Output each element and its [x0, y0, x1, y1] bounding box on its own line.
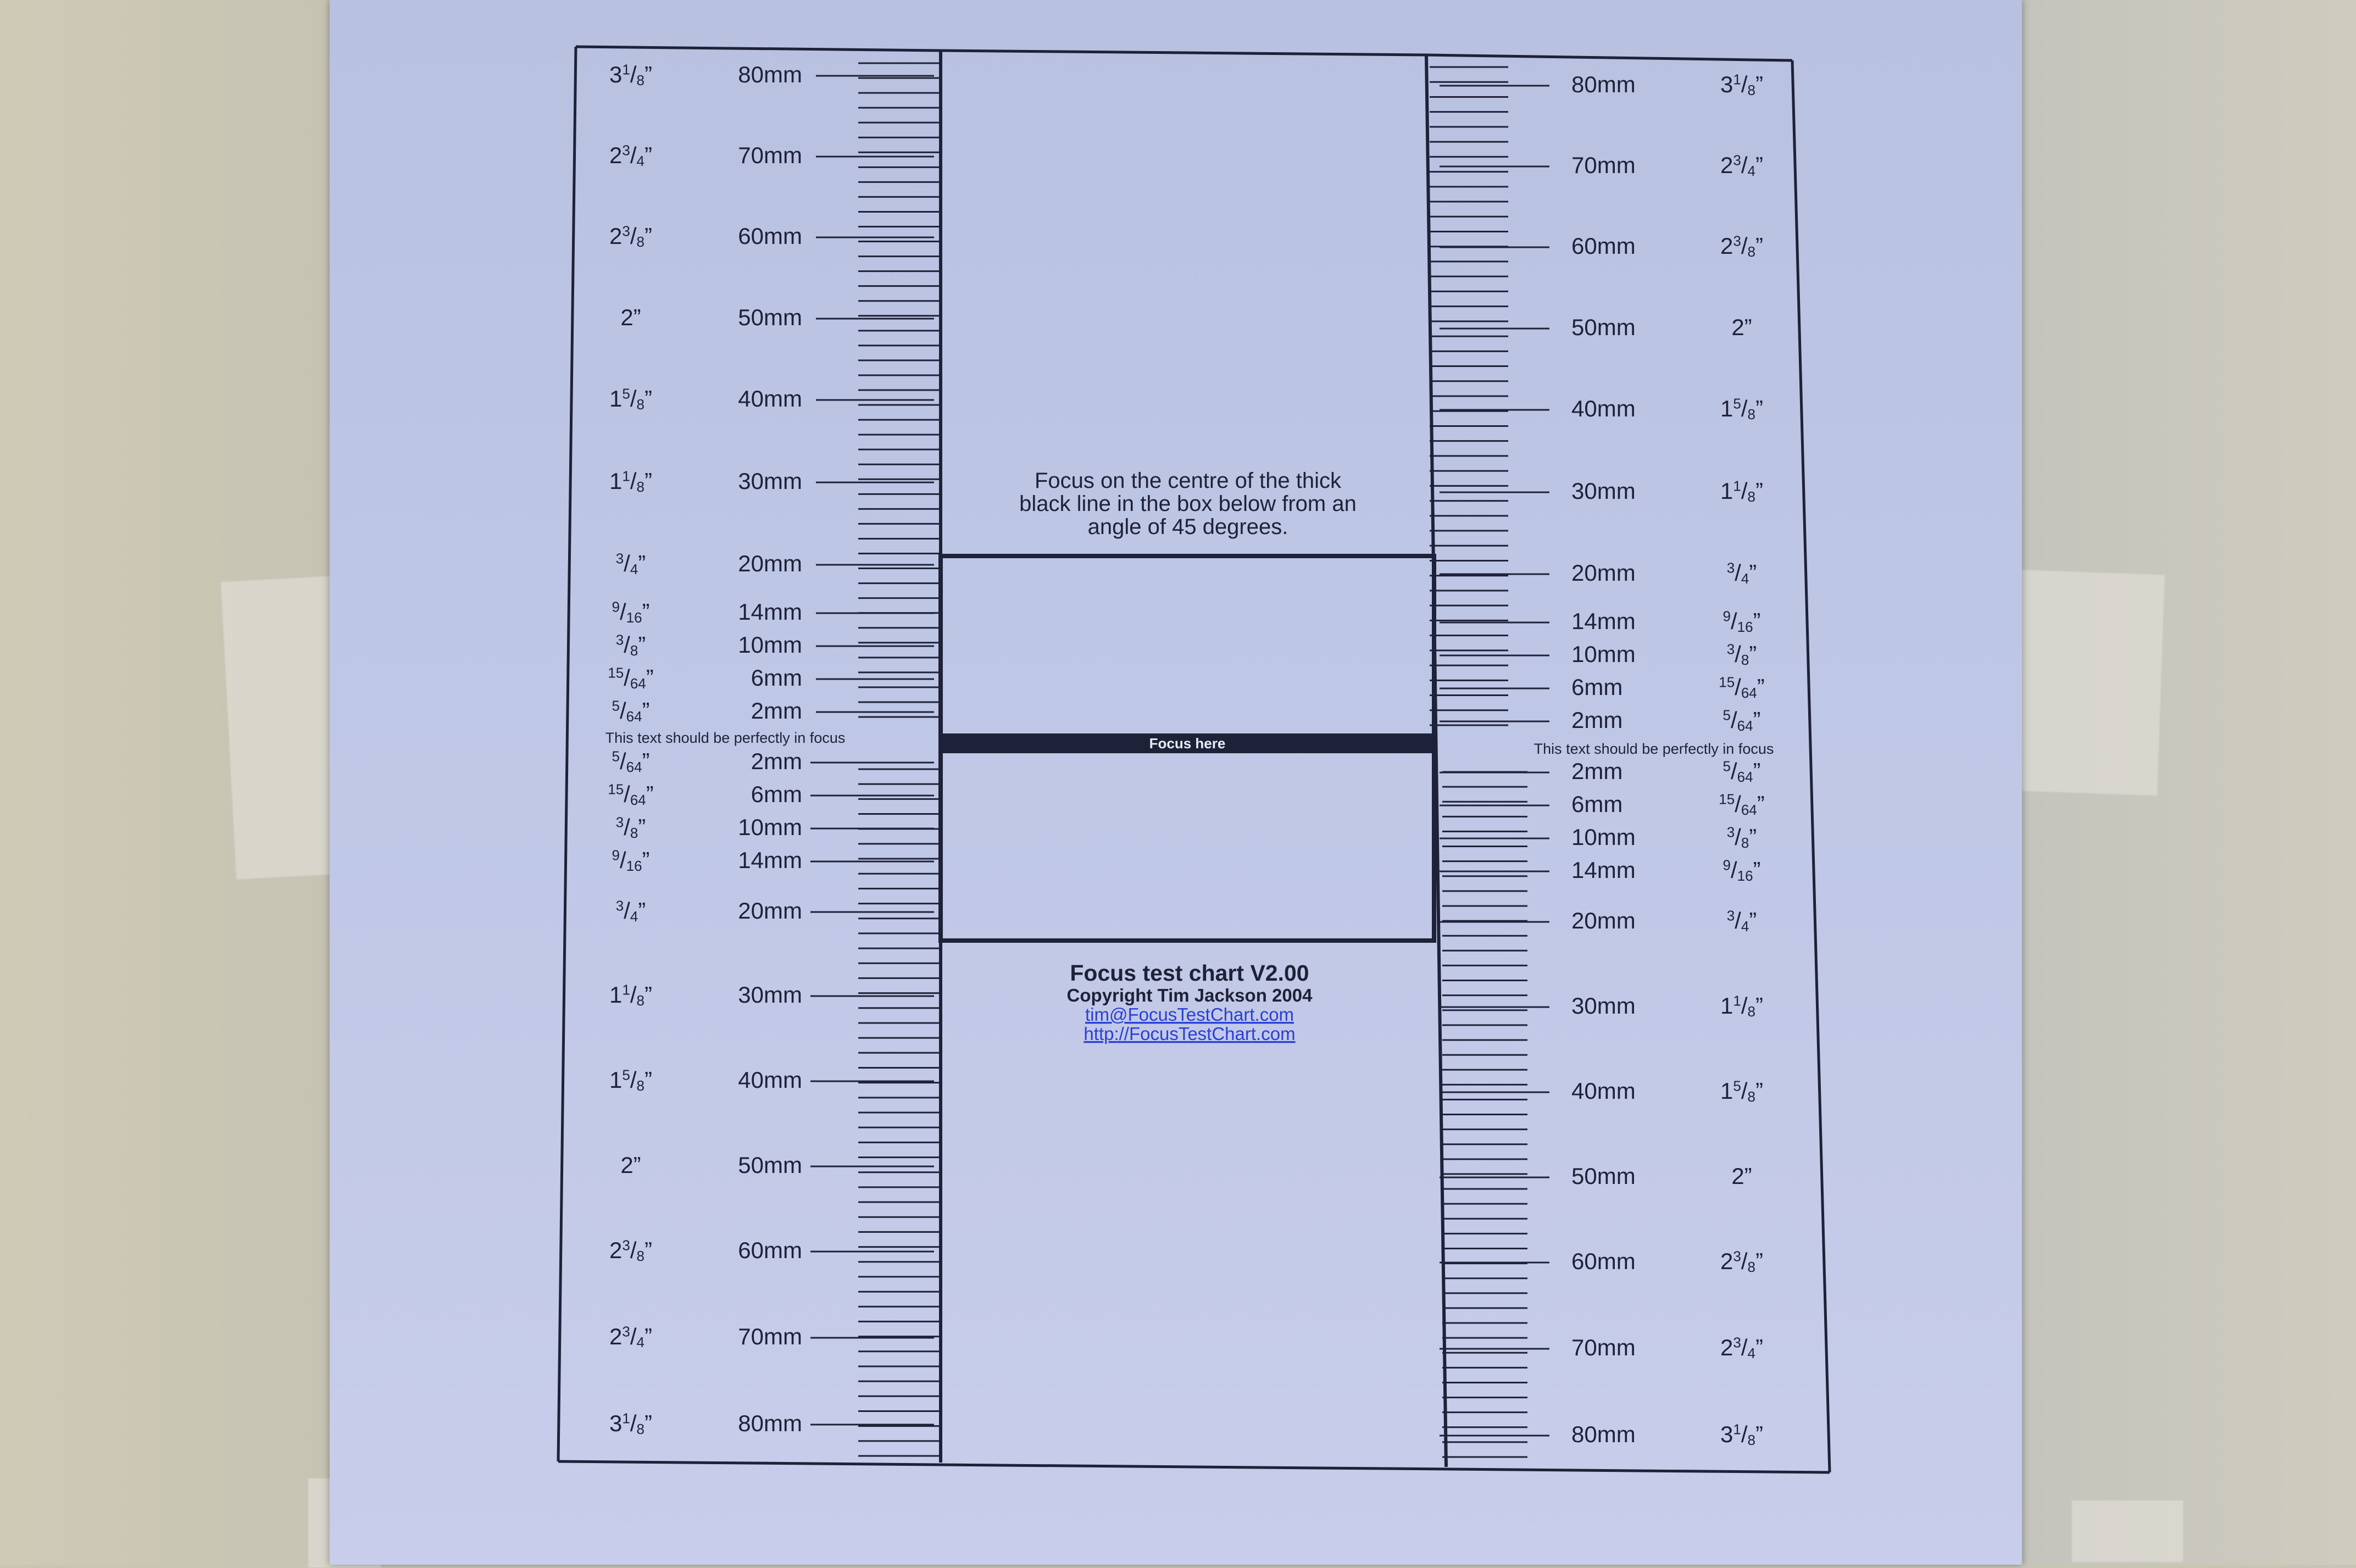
left-inch-label: $^3$/4”	[615, 550, 646, 578]
left-mm-label: 20mm	[738, 898, 802, 924]
left-mm-label: 60mm	[738, 1237, 802, 1263]
right-mm-label: 14mm	[1571, 857, 1636, 883]
chart-copyright: Copyright Tim Jackson 2004	[1066, 985, 1313, 1005]
left-mm-label: 2mm	[751, 748, 802, 774]
left-mm-label: 70mm	[738, 142, 802, 168]
right-mm-label: 6mm	[1571, 674, 1623, 700]
left-mm-label: 6mm	[751, 665, 802, 691]
right-inch-label: $1^1/8$”	[1720, 992, 1763, 1020]
left-inch-label: $^9$/16”	[612, 598, 650, 626]
right-inch-label: $3^1/8$”	[1720, 1421, 1763, 1449]
right-mm-label: 50mm	[1571, 1163, 1636, 1189]
right-mm-label: 2mm	[1571, 707, 1623, 733]
left-mm-label: 14mm	[738, 599, 802, 625]
left-inch-label: $3^1/8$”	[609, 61, 652, 89]
instruction-line: angle of 45 degrees.	[1087, 515, 1288, 539]
left-inch-label: $1^1/8$”	[609, 981, 652, 1009]
right-mm-label: 80mm	[1571, 71, 1636, 97]
right-inch-label: $1^1/8$”	[1720, 477, 1763, 505]
right-mm-label: 2mm	[1571, 758, 1623, 784]
right-mm-label: 14mm	[1571, 608, 1636, 634]
right-mm-label: 60mm	[1571, 233, 1636, 259]
left-inch-label: $1^5/8$”	[609, 385, 652, 413]
left-mm-label: 14mm	[738, 847, 802, 873]
right-inch-label: $^3$/8”	[1726, 824, 1757, 852]
left-mm-label: 40mm	[738, 1067, 802, 1093]
right-mm-label: 70mm	[1571, 152, 1636, 178]
right-inch-label: 2”	[1731, 314, 1752, 340]
left-mm-label: 60mm	[738, 223, 802, 249]
right-inch-label: $^9$/16”	[1722, 857, 1761, 885]
focus-here-label: Focus here	[1149, 735, 1226, 752]
right-inch-label: $^3$/4”	[1726, 559, 1757, 587]
left-mm-label: 40mm	[738, 386, 802, 412]
frame-top-middle	[941, 51, 1426, 55]
right-lower-ticks	[1442, 772, 1527, 1457]
chart-title: Focus test chart V2.00	[1070, 960, 1309, 986]
right-mm-label: 80mm	[1571, 1421, 1636, 1447]
right-mm-label: 10mm	[1571, 824, 1636, 850]
chart-email: tim@FocusTestChart.com	[1085, 1004, 1294, 1025]
right-inch-label: 2”	[1731, 1163, 1752, 1189]
left-inch-label: $1^5/8$”	[609, 1066, 652, 1094]
left-mm-label: 50mm	[738, 304, 802, 330]
right-inch-label: $^9$/16”	[1722, 608, 1761, 636]
left-mm-label: 10mm	[738, 632, 802, 658]
left-mm-label: 50mm	[738, 1152, 802, 1178]
right-inch-label: $^{15}$/64”	[1719, 674, 1765, 702]
chart-url: http://FocusTestChart.com	[1083, 1024, 1296, 1044]
frame-top-left	[576, 47, 941, 51]
left-mm-label: 30mm	[738, 468, 802, 494]
left-inch-label: $^5$/64”	[612, 697, 650, 725]
right-inch-label: $1^5/8$”	[1720, 395, 1763, 423]
left-mm-label: 6mm	[751, 781, 802, 807]
right-mm-label: 40mm	[1571, 1078, 1636, 1104]
left-mm-label: 70mm	[738, 1324, 802, 1349]
left-inch-label: $^{15}$/64”	[608, 664, 654, 692]
right-inch-label: $^5$/64”	[1722, 707, 1761, 735]
left-inch-label: $2^3/8$”	[609, 1237, 652, 1265]
right-mm-label: 70mm	[1571, 1335, 1636, 1360]
left-inch-label: $^5$/64”	[612, 748, 650, 776]
right-inch-label: $^5$/64”	[1722, 758, 1761, 786]
left-mm-label: 80mm	[738, 62, 802, 87]
left-inch-label: $2^3/4$”	[609, 142, 652, 170]
right-mm-label: 30mm	[1571, 478, 1636, 504]
left-inch-label: 2”	[620, 304, 641, 330]
right-inch-label: $2^3/4$”	[1720, 152, 1763, 180]
left-inch-label: $^{15}$/64”	[608, 781, 654, 809]
left-upper-ticks	[858, 63, 940, 717]
left-inch-label: 2”	[620, 1152, 641, 1178]
right-inch-label: $2^3/4$”	[1720, 1334, 1763, 1362]
left-inch-label: $2^3/8$”	[609, 223, 652, 251]
left-inch-label: $^3$/4”	[615, 897, 646, 925]
right-mm-label: 50mm	[1571, 314, 1636, 340]
right-inch-label: $1^5/8$”	[1720, 1077, 1763, 1105]
left-mm-label: 10mm	[738, 814, 802, 840]
frame-top-right	[1426, 55, 1792, 60]
left-inch-label: $2^3/4$”	[609, 1323, 652, 1351]
left-inch-label: $1^1/8$”	[609, 468, 652, 496]
frame-bottom	[558, 1461, 1830, 1472]
right-inch-label: $3^1/8$”	[1720, 71, 1763, 99]
left-mm-label: 80mm	[738, 1410, 802, 1436]
right-mm-label: 20mm	[1571, 908, 1636, 933]
left-mm-label: 30mm	[738, 982, 802, 1008]
left-inch-label: $^9$/16”	[612, 847, 650, 875]
frame-left	[558, 47, 576, 1461]
left-mm-label: 2mm	[751, 698, 802, 724]
instruction-line: Focus on the centre of the thick	[1034, 469, 1342, 493]
in-focus-note-right: This text should be perfectly in focus	[1533, 741, 1774, 757]
left-inch-label: $^3$/8”	[615, 814, 646, 842]
right-mm-label: 20mm	[1571, 560, 1636, 586]
right-mm-label: 40mm	[1571, 396, 1636, 421]
right-inch-label: $2^3/8$”	[1720, 232, 1763, 260]
right-mm-label: 6mm	[1571, 791, 1623, 817]
frame-right	[1792, 60, 1830, 1472]
left-lower-ticks	[858, 769, 940, 1456]
right-mm-label: 30mm	[1571, 993, 1636, 1019]
left-inch-label: $^3$/8”	[615, 631, 646, 659]
left-mm-label: 20mm	[738, 551, 802, 576]
right-inch-label: $^{15}$/64”	[1719, 791, 1765, 819]
instruction-line: black line in the box below from an	[1019, 492, 1357, 516]
right-mm-label: 60mm	[1571, 1248, 1636, 1274]
right-inch-label: $2^3/8$”	[1720, 1248, 1763, 1276]
right-inch-label: $^3$/4”	[1726, 907, 1757, 935]
right-mm-label: 10mm	[1571, 641, 1636, 667]
in-focus-note-left: This text should be perfectly in focus	[605, 730, 846, 746]
left-inch-label: $3^1/8$”	[609, 1410, 652, 1438]
right-inch-label: $^3$/8”	[1726, 641, 1757, 669]
